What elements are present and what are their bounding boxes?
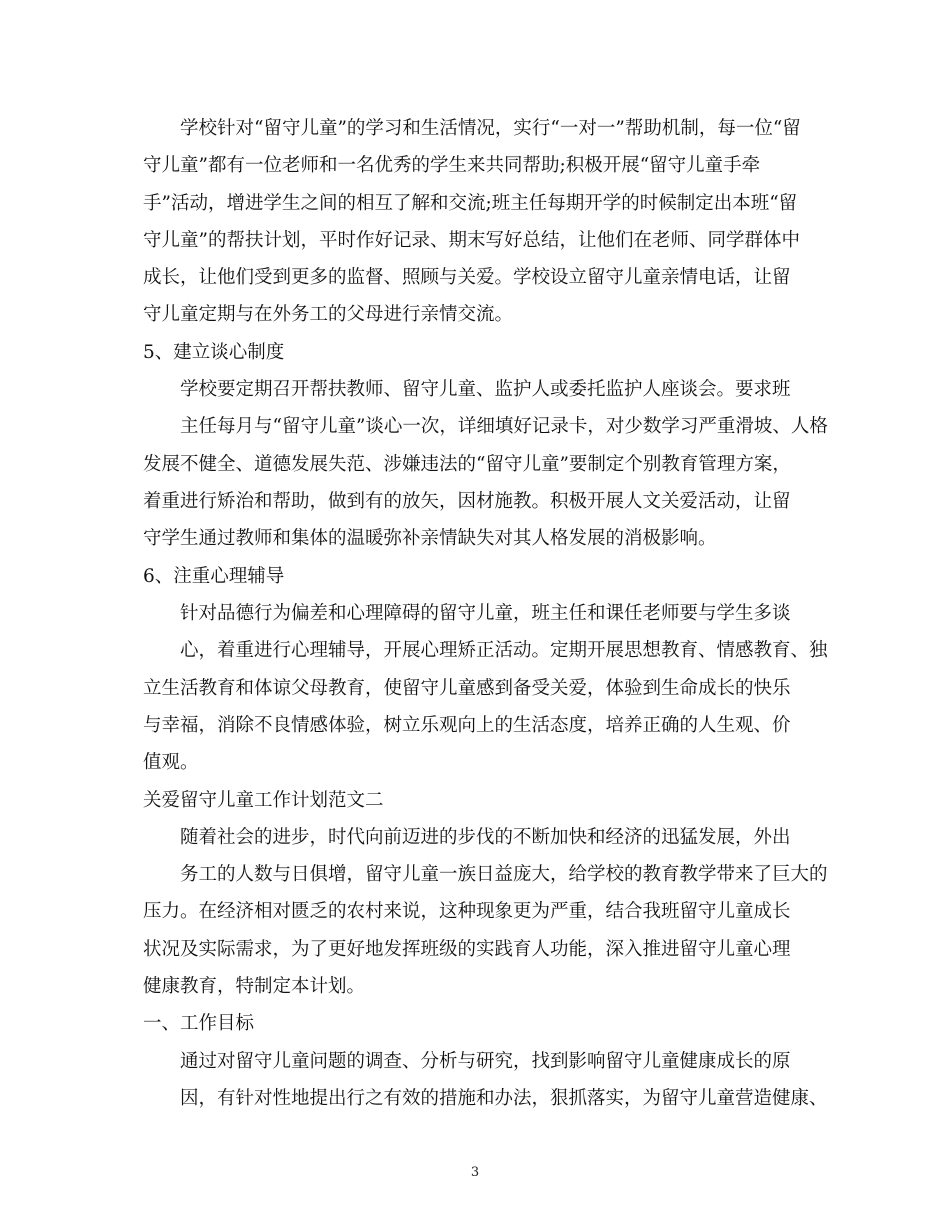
paragraph-line: 着重进行矫治和帮助，做到有的放矢，因材施教。积极开展人文关爱活动，让留	[143, 491, 791, 512]
paragraph-line: 心，着重进行心理辅导，开展心理矫正活动。定期开展思想教育、情感教育、独	[180, 640, 828, 661]
paragraph-line: 守儿童”的帮扶计划，平时作好记录、期末写好总结，让他们在老师、同学群体中	[143, 230, 800, 251]
paragraph-line: 随着社会的进步，时代向前迈进的步伐的不断加快和经济的迅猛发展，外出	[180, 827, 791, 848]
paragraph-line: 守儿童定期与在外务工的父母进行亲情交流。	[143, 304, 514, 325]
paragraph-line: 因，有针对性地提出行之有效的措施和办法，狠抓落实，为留守儿童营造健康、	[180, 1088, 828, 1109]
section-heading: 5、建立谈心制度	[143, 342, 285, 363]
paragraph-line: 守儿童”都有一位老师和一名优秀的学生来共同帮助;积极开展“留守儿童手牵	[143, 155, 761, 176]
paragraph-line: 针对品德行为偏差和心理障碍的留守儿童，班主任和课任老师要与学生多谈	[180, 603, 791, 624]
paragraph-line: 与幸福，消除不良情感体验，树立乐观向上的生活态度，培养正确的人生观、价	[143, 715, 791, 736]
section-heading: 一、工作目标	[143, 1013, 255, 1034]
paragraph-line: 状况及实际需求，为了更好地发挥班级的实践育人功能，深入推进留守儿童心理	[143, 939, 791, 960]
paragraph-line: 立生活教育和体谅父母教育，使留守儿童感到备受关爱，体验到生命成长的快乐	[143, 678, 791, 699]
paragraph-line: 务工的人数与日俱增，留守儿童一族日益庞大，给学校的教育教学带来了巨大的	[180, 864, 828, 885]
paragraph-line: 值观。	[143, 752, 199, 773]
paragraph-line: 手”活动，增进学生之间的相互了解和交流;班主任每期开学的时候制定出本班“留	[143, 193, 798, 214]
paragraph-line: 守学生通过教师和集体的温暖弥补亲情缺失对其人格发展的消极影响。	[143, 528, 717, 549]
paragraph-line: 压力。在经济相对匮乏的农村来说，这种现象更为严重，结合我班留守儿童成长	[143, 901, 791, 922]
paragraph-line: 学校要定期召开帮扶教师、留守儿童、监护人或委托监护人座谈会。要求班	[180, 379, 791, 400]
section-title: 关爱留守儿童工作计划范文二	[143, 790, 384, 811]
paragraph-line: 通过对留守儿童问题的调查、分析与研究，找到影响留守儿童健康成长的原	[180, 1051, 791, 1072]
page-number: 3	[470, 1165, 480, 1180]
paragraph-line: 健康教育，特制定本计划。	[143, 976, 366, 997]
paragraph-line: 主任每月与“留守儿童”谈心一次，详细填好记录卡，对少数学习严重滑坡、人格	[180, 416, 828, 437]
section-heading: 6、注重心理辅导	[143, 566, 285, 587]
paragraph-line: 发展不健全、道德发展失范、涉嫌违法的“留守儿童”要制定个别教育管理方案，	[143, 454, 791, 475]
paragraph-line: 学校针对“留守儿童”的学习和生活情况，实行“一对一”帮助机制，每一位“留	[180, 118, 801, 139]
paragraph-line: 成长，让他们受到更多的监督、照顾与关爱。学校设立留守儿童亲情电话，让留	[143, 267, 791, 288]
